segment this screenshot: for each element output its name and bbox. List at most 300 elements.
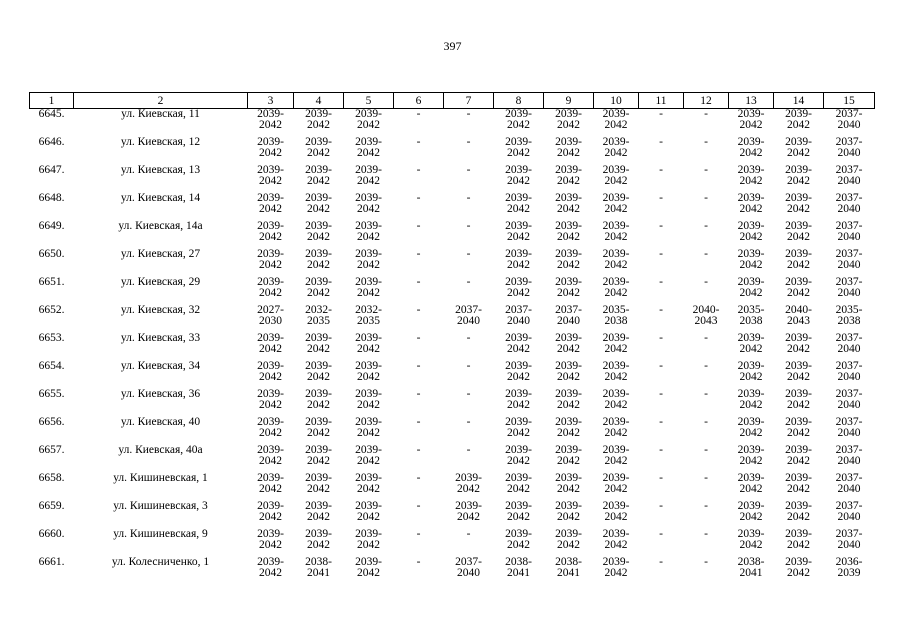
period-end: 2042 — [739, 510, 763, 523]
period-cell — [294, 305, 344, 333]
period-start: 2039- — [602, 192, 630, 204]
period-start: 2038- — [305, 556, 332, 568]
period-cell — [594, 501, 639, 529]
period-end: 2042 — [557, 202, 580, 215]
period-cell — [774, 557, 824, 585]
address-cell: ул. Киевская, 14а — [118, 220, 203, 232]
period-cell — [774, 305, 824, 333]
period-cell — [774, 389, 824, 417]
period-start: 2035- — [737, 304, 765, 316]
empty-period-cell: - — [466, 360, 471, 372]
period-end: 2042 — [787, 510, 810, 523]
repair-schedule-table — [29, 92, 875, 585]
period-cell — [544, 557, 594, 585]
period-start: 2039- — [505, 276, 532, 288]
period-end: 2042 — [557, 426, 580, 439]
period-cell — [248, 501, 294, 529]
period-end: 2042 — [739, 538, 763, 551]
address-cell: ул. Кишиневская, 3 — [113, 500, 208, 512]
period-cell — [594, 389, 639, 417]
period-cell — [248, 417, 294, 445]
period-cell — [444, 473, 494, 501]
period-end: 2042 — [259, 510, 282, 523]
period-cell — [294, 501, 344, 529]
period-start: 2039- — [602, 332, 630, 344]
period-end: 2042 — [557, 454, 580, 467]
empty-period-cell: - — [416, 248, 421, 260]
row-number: 6651. — [38, 276, 65, 288]
period-end: 2042 — [357, 538, 380, 551]
empty-period-cell: - — [466, 108, 471, 120]
period-start: 2039- — [505, 528, 532, 540]
empty-period-cell: - — [659, 332, 663, 344]
period-start: 2039- — [305, 164, 332, 176]
period-start: 2039- — [257, 444, 284, 456]
period-start: 2039- — [305, 220, 332, 232]
period-end: 2040 — [837, 230, 861, 243]
empty-period-cell: - — [416, 304, 421, 316]
period-start: 2039- — [785, 416, 812, 428]
table-row — [30, 529, 875, 557]
period-end: 2042 — [604, 566, 628, 579]
empty-period-cell: - — [704, 108, 708, 120]
period-cell — [824, 389, 875, 417]
period-cell — [824, 249, 875, 277]
period-end: 2040 — [837, 510, 861, 523]
period-cell — [494, 473, 544, 501]
period-cell — [248, 221, 294, 249]
period-end: 2042 — [787, 566, 810, 579]
period-end: 2042 — [507, 258, 530, 271]
period-cell — [774, 109, 824, 138]
period-end: 2042 — [259, 398, 282, 411]
period-start: 2039- — [257, 388, 284, 400]
empty-period-cell: - — [416, 528, 421, 540]
address-cell: ул. Киевская, 40а — [118, 444, 203, 456]
period-start: 2035- — [602, 304, 630, 316]
period-end: 2042 — [357, 286, 380, 299]
period-end: 2042 — [787, 454, 810, 467]
period-end: 2042 — [557, 482, 580, 495]
empty-period-cell: - — [416, 192, 421, 204]
period-end: 2042 — [787, 398, 810, 411]
address-cell: ул. Кишиневская, 9 — [113, 528, 208, 540]
empty-period-cell: - — [466, 416, 471, 428]
period-cell — [594, 445, 639, 473]
period-start: 2037- — [455, 556, 482, 568]
period-cell — [294, 361, 344, 389]
period-cell — [494, 277, 544, 305]
period-start: 2039- — [555, 528, 582, 540]
column-header: 5 — [344, 93, 394, 109]
period-start: 2037- — [835, 248, 863, 260]
empty-period-cell: - — [416, 556, 421, 568]
period-end: 2042 — [357, 230, 380, 243]
period-start: 2038- — [555, 556, 582, 568]
empty-period-cell: - — [416, 472, 421, 484]
period-cell — [494, 361, 544, 389]
period-cell — [729, 137, 774, 165]
empty-period-cell: - — [704, 528, 708, 540]
period-start: 2039- — [785, 164, 812, 176]
period-end: 2042 — [787, 146, 810, 159]
period-start: 2039- — [555, 472, 582, 484]
period-end: 2040 — [837, 482, 861, 495]
period-cell — [544, 473, 594, 501]
period-cell — [594, 221, 639, 249]
period-cell — [824, 137, 875, 165]
period-cell — [544, 501, 594, 529]
period-start: 2039- — [505, 500, 532, 512]
period-start: 2039- — [257, 332, 284, 344]
empty-period-cell: - — [416, 136, 421, 148]
period-start: 2039- — [737, 416, 765, 428]
period-cell — [729, 193, 774, 221]
period-start: 2039- — [257, 108, 284, 120]
period-cell — [544, 417, 594, 445]
empty-period-cell: - — [416, 444, 421, 456]
period-start: 2039- — [305, 332, 332, 344]
period-start: 2039- — [505, 248, 532, 260]
period-end: 2042 — [259, 174, 282, 187]
address-cell: ул. Кишиневская, 1 — [113, 472, 208, 484]
period-cell — [824, 221, 875, 249]
table-row — [30, 249, 875, 277]
empty-period-cell: - — [704, 332, 708, 344]
period-cell — [774, 193, 824, 221]
period-start: 2040- — [692, 304, 720, 316]
period-start: 2039- — [737, 276, 765, 288]
period-end: 2042 — [507, 454, 530, 467]
period-cell — [594, 333, 639, 361]
table-row — [30, 445, 875, 473]
period-start: 2039- — [505, 472, 532, 484]
period-end: 2042 — [357, 258, 380, 271]
period-cell — [248, 361, 294, 389]
row-number: 6656. — [38, 416, 65, 428]
row-number: 6655. — [38, 388, 65, 400]
period-cell — [824, 473, 875, 501]
period-cell — [729, 109, 774, 138]
period-cell — [344, 473, 394, 501]
period-start: 2039- — [355, 164, 382, 176]
period-start: 2039- — [555, 248, 582, 260]
period-end: 2042 — [604, 482, 628, 495]
period-end: 2042 — [604, 426, 628, 439]
period-start: 2039- — [602, 276, 630, 288]
period-cell — [344, 361, 394, 389]
period-cell — [594, 109, 639, 138]
period-cell — [494, 137, 544, 165]
period-end: 2042 — [307, 454, 330, 467]
table-row — [30, 137, 875, 165]
period-start: 2039- — [305, 444, 332, 456]
period-end: 2040 — [507, 314, 530, 327]
period-end: 2042 — [739, 370, 763, 383]
period-end: 2042 — [507, 230, 530, 243]
period-end: 2040 — [837, 454, 861, 467]
period-start: 2039- — [737, 388, 765, 400]
period-cell — [824, 361, 875, 389]
period-end: 2042 — [457, 510, 480, 523]
period-start: 2039- — [737, 332, 765, 344]
period-start: 2039- — [785, 220, 812, 232]
period-cell — [344, 249, 394, 277]
period-end: 2042 — [604, 258, 628, 271]
period-end: 2042 — [557, 118, 580, 131]
period-start: 2039- — [785, 108, 812, 120]
period-start: 2039- — [737, 108, 765, 120]
address-cell: ул. Колесниченко, 1 — [111, 556, 210, 568]
period-end: 2040 — [837, 370, 861, 383]
empty-period-cell: - — [466, 220, 471, 232]
row-number: 6648. — [38, 192, 65, 204]
period-end: 2041 — [307, 566, 330, 579]
period-end: 2042 — [259, 146, 282, 159]
period-end: 2042 — [507, 202, 530, 215]
period-end: 2042 — [357, 370, 380, 383]
period-end: 2042 — [507, 174, 530, 187]
period-start: 2039- — [785, 500, 812, 512]
period-end: 2041 — [557, 566, 580, 579]
period-cell — [294, 165, 344, 193]
empty-period-cell: - — [466, 332, 471, 344]
period-end: 2040 — [837, 118, 861, 131]
table-row — [30, 221, 875, 249]
period-cell — [248, 109, 294, 138]
period-cell — [774, 501, 824, 529]
period-cell — [729, 221, 774, 249]
period-cell — [444, 501, 494, 529]
empty-period-cell: - — [659, 192, 663, 204]
period-end: 2042 — [307, 174, 330, 187]
period-end: 2042 — [357, 146, 380, 159]
period-start: 2039- — [455, 500, 482, 512]
period-start: 2039- — [555, 276, 582, 288]
period-cell — [344, 501, 394, 529]
period-cell — [248, 557, 294, 585]
period-end: 2035 — [357, 314, 380, 327]
period-end: 2038 — [604, 314, 628, 327]
period-start: 2039- — [737, 444, 765, 456]
period-end: 2042 — [259, 118, 282, 131]
period-cell — [494, 333, 544, 361]
period-cell — [344, 389, 394, 417]
period-cell — [729, 389, 774, 417]
period-end: 2042 — [557, 146, 580, 159]
period-start: 2039- — [355, 472, 382, 484]
period-start: 2039- — [305, 136, 332, 148]
period-cell — [774, 417, 824, 445]
column-header: 14 — [774, 93, 824, 109]
period-cell — [729, 529, 774, 557]
column-header: 1 — [30, 93, 74, 109]
period-cell — [344, 277, 394, 305]
period-start: 2039- — [602, 248, 630, 260]
period-start: 2039- — [737, 248, 765, 260]
period-cell — [248, 137, 294, 165]
period-cell — [594, 417, 639, 445]
period-end: 2042 — [739, 202, 763, 215]
period-end: 2042 — [787, 426, 810, 439]
period-end: 2042 — [259, 370, 282, 383]
period-start: 2039- — [505, 164, 532, 176]
period-cell — [544, 193, 594, 221]
period-cell — [248, 305, 294, 333]
period-end: 2042 — [604, 454, 628, 467]
period-cell — [594, 473, 639, 501]
period-start: 2037- — [835, 388, 863, 400]
period-start: 2039- — [505, 136, 532, 148]
period-start: 2039- — [355, 136, 382, 148]
period-end: 2040 — [837, 202, 861, 215]
period-start: 2039- — [555, 108, 582, 120]
period-end: 2042 — [604, 118, 628, 131]
period-end: 2042 — [739, 342, 763, 355]
period-end: 2042 — [787, 118, 810, 131]
period-cell — [444, 305, 494, 333]
empty-period-cell: - — [466, 136, 471, 148]
period-start: 2039- — [455, 472, 482, 484]
period-end: 2042 — [507, 482, 530, 495]
period-end: 2042 — [357, 202, 380, 215]
table-body — [30, 109, 875, 586]
period-start: 2039- — [355, 248, 382, 260]
period-end: 2042 — [307, 146, 330, 159]
period-end: 2035 — [307, 314, 330, 327]
period-cell — [344, 221, 394, 249]
period-end: 2040 — [457, 314, 480, 327]
period-start: 2039- — [737, 192, 765, 204]
period-end: 2042 — [507, 118, 530, 131]
period-cell — [824, 277, 875, 305]
period-start: 2039- — [257, 360, 284, 372]
period-start: 2039- — [505, 360, 532, 372]
period-cell — [294, 333, 344, 361]
period-start: 2039- — [555, 444, 582, 456]
period-cell — [248, 529, 294, 557]
address-cell: ул. Киевская, 40 — [120, 416, 201, 428]
period-cell — [344, 137, 394, 165]
period-start: 2039- — [355, 388, 382, 400]
period-cell — [824, 529, 875, 557]
period-end: 2042 — [557, 370, 580, 383]
period-cell — [294, 109, 344, 138]
period-end: 2042 — [307, 482, 330, 495]
period-cell — [544, 249, 594, 277]
period-end: 2042 — [604, 286, 628, 299]
period-end: 2040 — [837, 286, 861, 299]
period-cell — [594, 137, 639, 165]
period-cell — [544, 361, 594, 389]
table-row — [30, 193, 875, 221]
period-start: 2037- — [835, 360, 863, 372]
period-start: 2039- — [257, 248, 284, 260]
period-end: 2042 — [307, 230, 330, 243]
period-end: 2040 — [837, 342, 861, 355]
period-end: 2042 — [507, 370, 530, 383]
empty-period-cell: - — [704, 444, 708, 456]
empty-period-cell: - — [659, 136, 663, 148]
period-cell — [594, 277, 639, 305]
empty-period-cell: - — [466, 192, 471, 204]
period-cell — [344, 193, 394, 221]
period-start: 2039- — [785, 556, 812, 568]
period-start: 2039- — [305, 500, 332, 512]
period-cell — [594, 305, 639, 333]
period-cell — [544, 445, 594, 473]
period-end: 2042 — [739, 482, 763, 495]
period-cell — [494, 501, 544, 529]
period-end: 2042 — [787, 258, 810, 271]
period-end: 2040 — [837, 174, 861, 187]
period-start: 2039- — [555, 500, 582, 512]
period-start: 2039- — [355, 276, 382, 288]
period-end: 2042 — [557, 510, 580, 523]
period-start: 2039- — [257, 472, 284, 484]
empty-period-cell: - — [416, 332, 421, 344]
period-cell — [294, 529, 344, 557]
empty-period-cell: - — [704, 556, 708, 568]
period-start: 2039- — [355, 360, 382, 372]
period-end: 2042 — [739, 146, 763, 159]
row-number: 6657. — [38, 444, 65, 456]
empty-period-cell: - — [704, 416, 708, 428]
empty-period-cell: - — [466, 388, 471, 400]
period-cell — [294, 445, 344, 473]
page-number: 397 — [443, 39, 462, 53]
period-cell — [344, 445, 394, 473]
empty-period-cell: - — [659, 416, 663, 428]
empty-period-cell: - — [704, 388, 708, 400]
period-end: 2040 — [837, 538, 861, 551]
period-start: 2039- — [355, 192, 382, 204]
period-start: 2038- — [505, 556, 532, 568]
period-start: 2037- — [835, 472, 863, 484]
period-start: 2039- — [257, 220, 284, 232]
period-cell — [494, 249, 544, 277]
empty-period-cell: - — [704, 472, 708, 484]
period-end: 2042 — [604, 202, 628, 215]
period-cell — [729, 249, 774, 277]
period-cell — [444, 557, 494, 585]
period-start: 2037- — [835, 108, 863, 120]
period-start: 2035- — [835, 304, 863, 316]
period-cell — [684, 305, 729, 333]
period-cell — [824, 165, 875, 193]
empty-period-cell: - — [466, 248, 471, 260]
period-cell — [729, 333, 774, 361]
period-cell — [294, 249, 344, 277]
period-cell — [544, 109, 594, 138]
table-row — [30, 333, 875, 361]
empty-period-cell: - — [659, 304, 663, 316]
period-start: 2037- — [835, 528, 863, 540]
period-end: 2042 — [357, 174, 380, 187]
period-end: 2042 — [787, 174, 810, 187]
period-cell — [594, 165, 639, 193]
empty-period-cell: - — [659, 500, 663, 512]
row-number: 6653. — [38, 332, 65, 344]
period-end: 2042 — [557, 230, 580, 243]
address-cell: ул. Киевская, 36 — [120, 388, 201, 400]
period-cell — [248, 445, 294, 473]
period-cell — [824, 445, 875, 473]
empty-period-cell: - — [704, 276, 708, 288]
period-end: 2042 — [307, 510, 330, 523]
period-start: 2039- — [355, 220, 382, 232]
period-end: 2042 — [787, 538, 810, 551]
